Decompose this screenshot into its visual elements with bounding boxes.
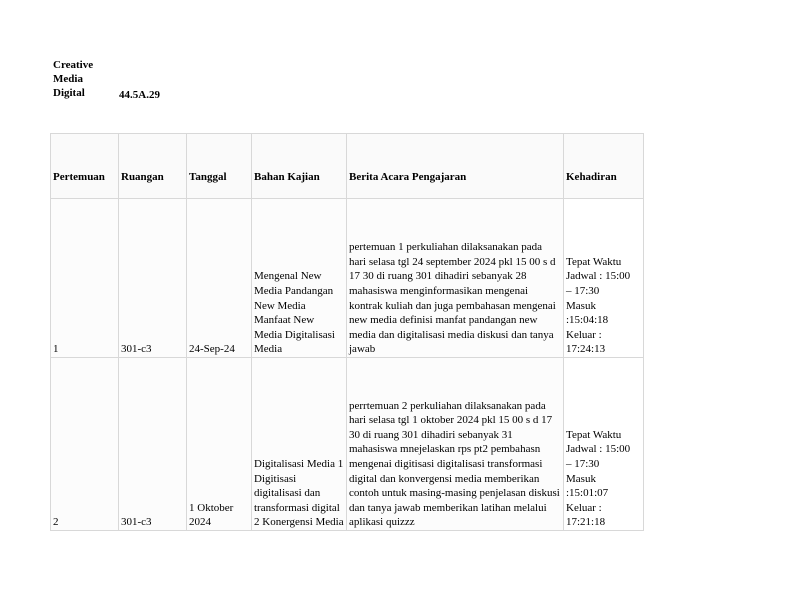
cell-kehadiran: Tepat Waktu Jadwal : 15:00 – 17:30 Masuk :15:01:07 Keluar : 17:21:18 [564, 358, 644, 531]
table-row [51, 358, 644, 531]
cell-kehadiran: Tepat Waktu Jadwal : 15:00 – 17:30 Masuk :15:04:18 Keluar : 17:24:13 [564, 199, 644, 358]
cell-pertemuan: 2 [51, 358, 119, 531]
course-code: 44.5A.29 [119, 89, 160, 101]
document-header [53, 58, 160, 101]
cell-tanggal: 24-Sep-24 [187, 199, 252, 358]
cell-ruangan: 301-c3 [119, 358, 187, 531]
cell-ruangan: 301-c3 [119, 199, 187, 358]
attendance-table [50, 133, 644, 531]
col-header-berita-acara: Berita Acara Pengajaran [347, 134, 564, 199]
course-title: Creative Media Digital [53, 59, 94, 99]
cell-pertemuan: 1 [51, 199, 119, 358]
cell-bahan-kajian: Mengenal New Media Pandangan New Media Manfaat New Media Digitalisasi Media [252, 199, 347, 358]
col-header-bahan-kajian: Bahan Kajian [252, 134, 347, 199]
col-header-tanggal: Tanggal [187, 134, 252, 199]
cell-berita-acara: pertemuan 1 perkuliahan dilaksanakan pada hari selasa tgl 24 september 2024 pkl 15 00 s d 17 30 di ruang 301 dihadiri sebanyak 28 mahasiswa menginformasikan mengenai kontrak kuliah dan juga pembahasan mengenai new media definisi manfat pandangan new media dan digitalisasi media diskusi dan tanya jawab [347, 199, 564, 358]
cell-tanggal: 1 Oktober 2024 [187, 358, 252, 531]
cell-berita-acara: perrtemuan 2 perkuliahan dilaksanakan pada hari selasa tgl 1 oktober 2024 pkl 15 00 s d 17 30 di ruang 301 dihadiri sebanyak 31 mahasiswa mnejelaskan rps pt2 pembahasn mengenai digitisasi digitalisasi transformasi digital dan konvergensi media memberikan contoh untuk masing-masing penjelasan diskusi dan tanya jawab memberikan latihan melalui aplikasi quizzz [347, 358, 564, 531]
col-header-ruangan: Ruangan [119, 134, 187, 199]
col-header-pertemuan: Pertemuan [51, 134, 119, 199]
cell-bahan-kajian: Digitalisasi Media 1 Digitisasi digitalisasi dan transformasi digital 2 Konergensi Media [252, 358, 347, 531]
table-header-row [51, 134, 644, 199]
col-header-kehadiran: Kehadiran [564, 134, 644, 199]
table-row [51, 199, 644, 358]
